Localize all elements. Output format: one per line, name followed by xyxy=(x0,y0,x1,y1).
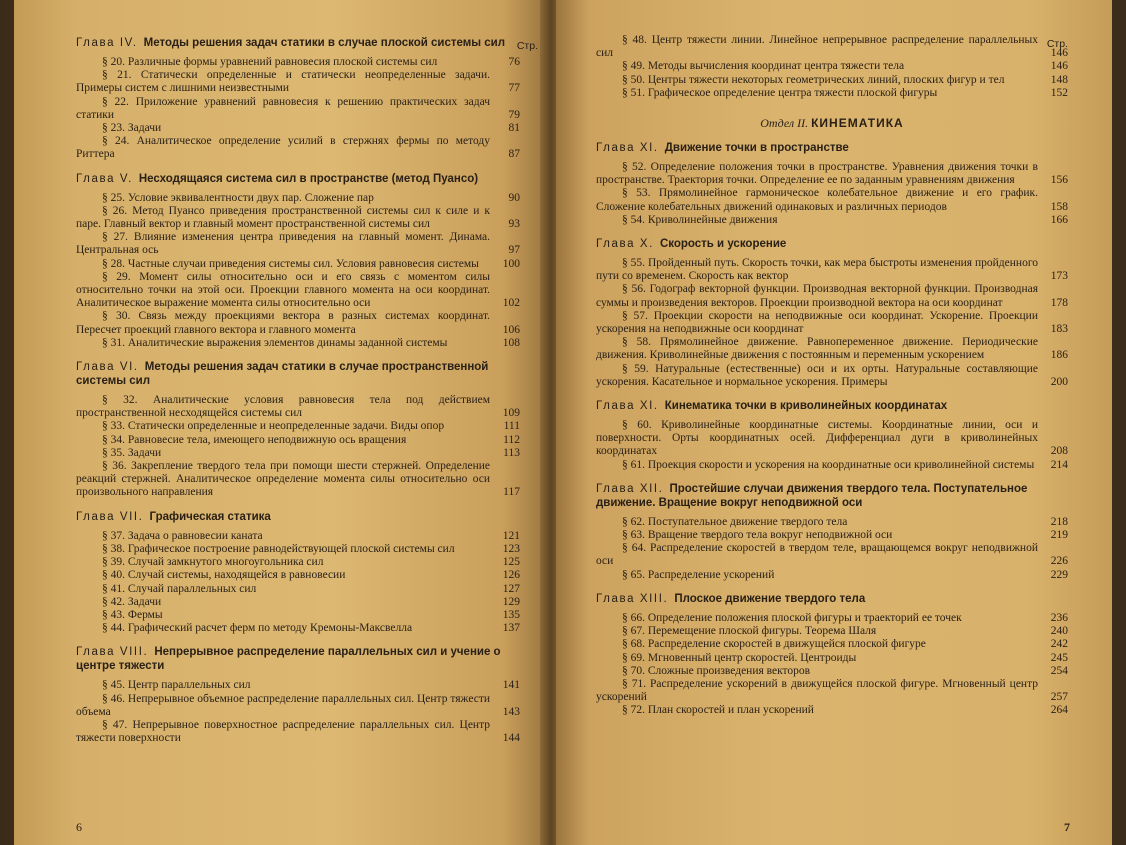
toc-page-number: 226 xyxy=(1050,555,1068,568)
chapter-number: Глава IV. xyxy=(76,37,138,49)
toc-entry xyxy=(596,336,1068,362)
toc-entry xyxy=(596,283,1068,309)
chapter-title: Методы решения задач статики в случае плоской системы сил xyxy=(143,37,506,49)
toc-entry xyxy=(596,665,1068,678)
toc-page-number: 183 xyxy=(1050,323,1068,336)
toc-entry xyxy=(76,192,520,205)
toc-entry-text: § 67. Перемещение плоской фигуры. Теорема Шаля xyxy=(622,625,877,638)
toc-entry xyxy=(596,516,1068,529)
chapter-number: Глава XI. xyxy=(596,142,659,155)
toc-entry-text: § 57. Проекции скорости на неподвижные оси координат. Ускорение. Проекции ускорения на неподвижные оси координат xyxy=(596,309,1038,336)
chapter-title: Движение точки в пространстве xyxy=(664,142,849,155)
toc-page-number: 166 xyxy=(1050,213,1068,226)
toc-entry-text: § 39. Случай замкнутого многоугольника сил xyxy=(102,556,324,569)
toc-page-number: 200 xyxy=(1050,375,1068,388)
toc-entry xyxy=(596,87,1068,100)
toc-entry-text: § 64. Распределение скоростей в твердом теле, вращающемся вокруг неподвижной оси xyxy=(596,542,1038,568)
toc-entry xyxy=(76,569,520,582)
toc-entry xyxy=(76,231,520,257)
toc-page-number: 173 xyxy=(1050,270,1068,283)
chapter-number: Глава XI. xyxy=(596,400,659,413)
toc-entry xyxy=(596,363,1068,389)
toc-chapter xyxy=(76,645,520,745)
toc-page-number: 156 xyxy=(1050,174,1068,187)
left-page-contents xyxy=(76,36,520,745)
toc-chapter xyxy=(596,592,1068,718)
right-page xyxy=(556,0,1112,845)
toc-entry-text: § 29. Момент силы относительно оси и его связь с моментом силы относительно точки на этой оси. Проекции главного момента на оси координат. Аналитическое выражение момента силы относительно оси xyxy=(76,270,490,310)
toc-page-number: 112 xyxy=(503,433,520,446)
toc-entry-text: § 33. Статически определенные и неопределенные задачи. Виды опор xyxy=(102,420,445,433)
toc-entry-text: § 42. Задачи xyxy=(102,595,162,608)
toc-entry xyxy=(596,60,1068,73)
section-label: Отдел II. xyxy=(760,116,809,131)
toc-page-number: 100 xyxy=(502,257,520,270)
toc-page-number: 186 xyxy=(1050,349,1068,362)
toc-page-number: 90 xyxy=(508,191,520,204)
toc-entry-text: § 38. Графическое построение равнодействующей плоской системы сил xyxy=(102,542,455,555)
toc-entry-text: § 62. Поступательное движение твердого тела xyxy=(622,515,848,528)
toc-page-number: 158 xyxy=(1050,200,1068,213)
toc-page-number: 236 xyxy=(1050,611,1068,624)
toc-entry-text: § 49. Методы вычисления координат центра тяжести тела xyxy=(622,60,905,73)
toc-entry xyxy=(76,69,520,95)
toc-entry-text: § 66. Определение положения плоской фигуры и траекторий ее точек xyxy=(622,611,962,624)
toc-entry-text: § 65. Распределение ускорений xyxy=(622,568,775,581)
toc-page-number: 146 xyxy=(1050,47,1068,60)
toc-entry-text: § 53. Прямолинейное гармоническое колебательное движение и его график. Сложение колебательных движений одинаковых и различных периодов xyxy=(596,187,1038,213)
toc-chapter xyxy=(596,482,1068,582)
toc-entry xyxy=(596,310,1068,336)
toc-entry xyxy=(596,652,1068,665)
page-number: 6 xyxy=(76,820,82,834)
toc-entry xyxy=(76,56,520,69)
chapter-number: Глава XIII. xyxy=(596,592,669,605)
toc-chapter xyxy=(596,237,1068,389)
toc-entry xyxy=(76,258,520,271)
toc-entry-text: § 58. Прямолинейное движение. Равнопеременное движение. Периодические движения. Криволинейные движения с постоянным и переменным ускорением xyxy=(596,336,1038,362)
chapter-number: Глава X. xyxy=(596,238,654,251)
page-column-header: Стр. xyxy=(516,40,538,52)
toc-entry-text: § 21. Статически определенные и статически неопределенные задачи. Примеры систем с лишними неизвестными xyxy=(76,69,490,95)
toc-page-number: 144 xyxy=(502,732,520,745)
toc-entry xyxy=(76,609,520,622)
chapter-title: Графическая статика xyxy=(149,510,271,523)
section-heading xyxy=(596,116,1068,131)
toc-page-number: 242 xyxy=(1050,638,1068,651)
toc-page-number: 219 xyxy=(1050,529,1068,542)
toc-entry-text: § 52. Определение положения точки в пространстве. Уравнения движения точки в пространстве. Траектория точки. Определение ее по заданным уравнениям движения xyxy=(596,161,1038,187)
toc-page-number: 129 xyxy=(502,595,520,608)
toc-entry-text: § 44. Графический расчет ферм по методу Кремоны-Максвелла xyxy=(102,622,413,635)
toc-entry-text: § 56. Годограф векторной функции. Производная векторной функции. Производная суммы и произведения векторов. Проекции производной вектора на оси координат xyxy=(596,283,1038,309)
toc-page-number: 102 xyxy=(502,297,520,310)
chapter-heading xyxy=(76,36,520,50)
toc-entry-text: § 37. Задача о равновесии каната xyxy=(102,529,263,542)
toc-page-number: 108 xyxy=(502,336,520,349)
toc-entry xyxy=(596,612,1068,625)
toc-entry-text: § 34. Равновесие тела, имеющего неподвижную ось вращения xyxy=(102,433,407,446)
chapter-heading xyxy=(76,360,520,388)
toc-entry xyxy=(76,310,520,336)
chapter-number: Глава XII. xyxy=(596,482,664,495)
toc-entry xyxy=(76,719,520,745)
toc-entry-text: § 68. Распределение скоростей в движущейся плоской фигуре xyxy=(622,638,926,651)
toc-entry-text: § 30. Связь между проекциями вектора в разных системах координат. Пересчет проекций главного вектора и главного момента xyxy=(76,310,490,336)
toc-chapter xyxy=(596,399,1068,472)
toc-entry xyxy=(76,394,520,420)
toc-entry-text: § 26. Метод Пуансо приведения пространственной системы сил к силе и к паре. Главный вектор и главный момент пространственной системы сил xyxy=(76,204,490,231)
toc-entry xyxy=(76,596,520,609)
chapter-number: Глава VI. xyxy=(76,361,139,374)
chapter-title: Методы решения задач статики в случае пространственной системы сил xyxy=(76,361,489,388)
toc-page-number: 76 xyxy=(508,56,520,68)
toc-entry-text: § 25. Условие эквивалентности двух пар. Сложение пар xyxy=(102,191,374,204)
chapter-title: Кинематика точки в криволинейных координатах xyxy=(664,400,948,413)
toc-chapter xyxy=(76,510,520,636)
toc-page-number: 148 xyxy=(1050,73,1068,86)
chapter-heading xyxy=(596,592,1068,606)
toc-entry xyxy=(596,569,1068,582)
toc-page-number: 141 xyxy=(502,679,520,692)
toc-entry xyxy=(76,135,520,161)
toc-page-number: 106 xyxy=(502,323,520,336)
toc-entry xyxy=(76,271,520,311)
toc-page-number: 178 xyxy=(1050,296,1068,309)
toc-entry xyxy=(596,459,1068,472)
toc-entry xyxy=(596,74,1068,87)
toc-page-number: 93 xyxy=(508,218,520,231)
toc-entry xyxy=(76,434,520,447)
toc-entry xyxy=(76,420,520,433)
toc-page-number: 121 xyxy=(502,529,520,542)
toc-entry-text: § 71. Распределение ускорений в движущейся плоской фигуре. Мгновенный центр ускорений xyxy=(596,677,1038,704)
toc-page-number: 229 xyxy=(1050,568,1068,581)
toc-entry-text: § 41. Случай параллельных сил xyxy=(102,582,257,595)
toc-entry-text: § 70. Сложные произведения векторов xyxy=(622,664,811,677)
toc-entry-text: § 59. Натуральные (естественные) оси и их орты. Натуральные составляющие ускорения. Касательное и нормальное ускорения. Примеры xyxy=(596,362,1038,388)
toc-entry xyxy=(596,161,1068,187)
toc-entry-text: § 31. Аналитические выражения элементов динамы заданной системы xyxy=(102,336,448,349)
toc-entry-text: § 27. Влияние изменения центра приведения на главный момент. Динама. Центральная ось xyxy=(76,231,490,257)
toc-entry-text: § 40. Случай системы, находящейся в равновесии xyxy=(102,569,346,582)
toc-page-number: 137 xyxy=(502,622,520,635)
toc-entry-text: § 60. Криволинейные координатные системы. Координатные линии, оси и поверхности. Орты координатных осей. Дифференциал дуги в криволинейных координатах xyxy=(596,419,1038,458)
toc-page-number: 117 xyxy=(503,486,520,499)
chapter-number: Глава V. xyxy=(76,172,133,185)
toc-entry xyxy=(596,704,1068,717)
toc-page-number: 125 xyxy=(502,556,520,569)
toc-chapter xyxy=(76,36,520,162)
toc-entry-text: § 28. Частные случаи приведения системы сил. Условия равновесия системы xyxy=(102,257,479,270)
chapter-heading xyxy=(596,482,1068,510)
toc-chapter xyxy=(76,172,520,350)
toc-entry-text: § 36. Закрепление твердого тела при помощи шести стержней. Определение реакций стержней. Аналитическое определение момента силы относительно оси произвольного направления xyxy=(76,460,490,499)
toc-page-number: 264 xyxy=(1050,704,1068,717)
chapter-heading xyxy=(76,172,520,186)
page-number: 7 xyxy=(1064,820,1070,834)
toc-page-number: 254 xyxy=(1050,664,1068,677)
toc-entry-text: § 32. Аналитические условия равновесия тела под действием пространственной несходящейся системы сил xyxy=(76,394,490,420)
toc-entry-text: § 54. Криволинейные движения xyxy=(622,213,778,226)
chapter-title: Простейшие случаи движения твердого тела. Поступательное движение. Вращение вокруг неподвижной оси xyxy=(596,482,1028,509)
toc-entry-text: § 43. Фермы xyxy=(102,608,163,621)
chapter-heading xyxy=(596,399,1068,413)
toc-entry-text: § 35. Задачи xyxy=(102,446,162,459)
toc-entry xyxy=(596,529,1068,542)
toc-chapter xyxy=(596,141,1068,227)
toc-page-number: 113 xyxy=(503,446,520,459)
toc-entry xyxy=(76,460,520,500)
toc-entry xyxy=(76,530,520,543)
toc-entry xyxy=(76,122,520,135)
toc-page-number: 111 xyxy=(503,420,520,433)
toc-entry xyxy=(596,419,1068,459)
toc-entry-text: § 55. Пройденный путь. Скорость точки, как мера быстроты изменения пройденного пути со временем. Скорость как вектор xyxy=(596,257,1038,283)
right-page-contents xyxy=(596,141,1068,718)
chapter-heading xyxy=(596,237,1068,251)
toc-page-number: 126 xyxy=(502,569,520,582)
toc-entry-text: § 47. Непрерывное поверхностное распределение параллельных сил. Центр тяжести поверхности xyxy=(76,718,490,745)
toc-page-number: 146 xyxy=(1050,60,1068,73)
chapter-number: Глава VII. xyxy=(76,510,144,523)
chapter-heading xyxy=(596,141,1068,155)
toc-entry-text: § 51. Графическое определение центра тяжести плоской фигуры xyxy=(622,86,938,99)
toc-entry-text: § 45. Центр параллельных сил xyxy=(102,679,251,692)
toc-entry-text: § 69. Мгновенный центр скоростей. Центроиды xyxy=(622,651,857,664)
continued-entries xyxy=(596,34,1068,100)
toc-page-number: 123 xyxy=(502,542,520,555)
section-title: КИНЕМАТИКА xyxy=(811,116,904,131)
toc-entry xyxy=(596,542,1068,568)
toc-entry xyxy=(76,556,520,569)
toc-page-number: 214 xyxy=(1050,458,1068,471)
toc-entry-text: § 22. Приложение уравнений равновесия к решению практических задач статики xyxy=(76,95,490,121)
toc-entry xyxy=(596,678,1068,704)
toc-page-number: 152 xyxy=(1050,86,1068,99)
chapter-number: Глава VIII. xyxy=(76,646,149,659)
toc-entry xyxy=(596,187,1068,213)
toc-entry xyxy=(596,214,1068,227)
toc-page-number: 143 xyxy=(502,705,520,718)
toc-page-number: 127 xyxy=(502,582,520,595)
toc-page-number: 135 xyxy=(502,608,520,621)
chapter-title: Плоское движение твердого тела xyxy=(674,592,866,605)
toc-entry xyxy=(76,337,520,350)
toc-entry-text: § 61. Проекция скорости и ускорения на координатные оси криволинейной системы xyxy=(622,458,1035,471)
toc-page-number: 109 xyxy=(502,407,520,420)
toc-entry xyxy=(76,583,520,596)
toc-entry xyxy=(596,625,1068,638)
toc-entry-text: § 72. План скоростей и план ускорений xyxy=(622,704,814,717)
toc-page-number: 77 xyxy=(508,82,520,95)
toc-entry-text: § 20. Различные формы уравнений равновесия плоской системы сил xyxy=(102,56,438,68)
toc-entry xyxy=(596,34,1068,60)
toc-entry xyxy=(76,205,520,231)
toc-page-number: 257 xyxy=(1050,691,1068,704)
toc-page-number: 87 xyxy=(508,148,520,161)
toc-entry xyxy=(76,622,520,635)
toc-page-number: 240 xyxy=(1050,625,1068,638)
toc-entry-text: § 63. Вращение твердого тела вокруг неподвижной оси xyxy=(622,529,893,542)
toc-entry-text: § 46. Непрерывное объемное распределение параллельных сил. Центр тяжести объема xyxy=(76,692,490,718)
chapter-heading xyxy=(76,510,520,524)
toc-entry xyxy=(76,447,520,460)
chapter-heading xyxy=(76,645,520,673)
toc-entry xyxy=(596,257,1068,283)
toc-page-number: 245 xyxy=(1050,651,1068,664)
toc-page-number: 97 xyxy=(508,244,520,257)
toc-entry-text: § 48. Центр тяжести линии. Линейное непрерывное распределение параллельных сил xyxy=(596,34,1038,60)
toc-entry-text: § 24. Аналитическое определение усилий в стержнях фермы по методу Риттера xyxy=(76,135,490,161)
toc-entry xyxy=(76,679,520,692)
toc-page-number: 81 xyxy=(508,122,520,135)
toc-chapter xyxy=(76,360,520,500)
toc-page-number: 218 xyxy=(1050,515,1068,528)
toc-entry xyxy=(76,96,520,122)
toc-entry-text: § 23. Задачи xyxy=(102,122,162,135)
chapter-title: Скорость и ускорение xyxy=(659,238,787,251)
toc-entry-text: § 50. Центры тяжести некоторых геометрических линий, плоских фигур и тел xyxy=(622,73,1005,86)
toc-page-number: 208 xyxy=(1050,445,1068,458)
page-column-header: Стр. xyxy=(1046,38,1068,50)
chapter-title: Несходящаяся система сил в пространстве (метод Пуансо) xyxy=(138,172,479,185)
toc-page-number: 79 xyxy=(508,108,520,121)
left-page xyxy=(14,0,546,845)
toc-entry xyxy=(76,693,520,719)
chapter-title: Непрерывное распределение параллельных сил и учение о центре тяжести xyxy=(76,646,501,673)
toc-entry xyxy=(76,543,520,556)
toc-entry xyxy=(596,638,1068,651)
